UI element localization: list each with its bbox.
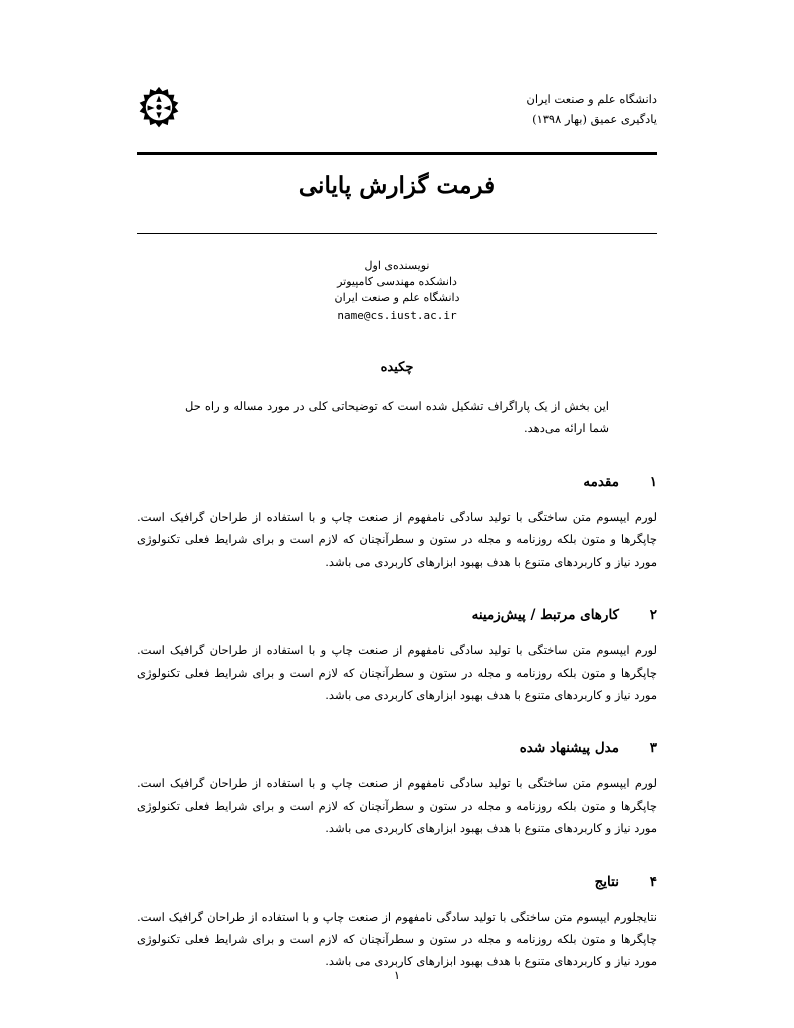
author-name: نویسنده‌ی اول <box>364 259 430 272</box>
section-heading <box>137 740 657 756</box>
section-results <box>137 874 657 973</box>
section-body: نتایجلورم ایپسوم متن ساختگی با تولید سادگی نامفهوم از صنعت چاپ و با استفاده از طراحان گرافیک است. چاپگرها و متون بلکه روزنامه و مجله در ستون و سطرآنچنان که لازم است و برای شرایط فعلی تکنولوژی مورد نیاز و کاربردهای متنوع با هدف بهبود ابزارهای کاربردی می باشد. <box>137 909 657 969</box>
section-title: مقدمه <box>583 473 619 490</box>
section-heading <box>137 607 657 623</box>
section-body: لورم ایپسوم متن ساختگی با تولید سادگی نامفهوم از صنعت چاپ و با استفاده از طراحان گرافیک است. چاپگرها و متون بلکه روزنامه و مجله در ستون و سطرآنچنان که لازم است و برای شرایط فعلی تکنولوژی مورد نیاز و کاربردهای متنوع با هدف بهبود ابزارهای کاربردی می باشد. <box>137 643 657 702</box>
section-body: لورم ایپسوم متن ساختگی با تولید سادگی نامفهوم از صنعت چاپ و با استفاده از طراحان گرافیک است. چاپگرها و متون بلکه روزنامه و مجله در ستون و سطرآنچنان که لازم است و برای شرایط فعلی تکنولوژی مورد نیاز و کاربردهای متنوع با هدف بهبود ابزارهای کاربردی می باشد. <box>137 509 657 569</box>
header-rule-thick <box>137 152 657 155</box>
section-title: کارهای مرتبط / پیش‌زمینه <box>471 607 619 624</box>
section-number: ۳ <box>649 740 657 757</box>
title-rule-thin <box>137 233 657 234</box>
section-title: مدل پیشنهاد شده <box>519 740 619 757</box>
section-heading <box>137 874 657 890</box>
abstract-body: این بخش از یک پاراگراف تشکیل شده است که توضیحاتی کلی در مورد مساله و راه حل شما ارائه می‌دهد. <box>185 399 609 436</box>
author-department: دانشکده مهندسی کامپیوتر <box>337 274 457 288</box>
header-course-line: یادگیری عمیق (بهار ۱۳۹۸) <box>532 112 657 127</box>
header-affiliation <box>195 86 657 129</box>
document-header <box>137 86 657 130</box>
section-proposed-model <box>137 740 657 839</box>
page-title: فرمت گزارش پایانی <box>298 172 496 199</box>
document-content <box>137 352 657 973</box>
section-number: ۴ <box>649 873 657 890</box>
section-number: ۲ <box>649 607 657 624</box>
author-block <box>137 258 657 324</box>
header-university-line: دانشگاه علم و صنعت ایران <box>526 92 657 106</box>
section-heading <box>137 474 657 490</box>
author-email[interactable]: name@cs.iust.ac.ir <box>337 308 457 322</box>
university-gear-logo-icon <box>137 86 181 130</box>
section-related-work <box>137 607 657 706</box>
abstract-heading: چکیده <box>380 360 414 375</box>
section-introduction <box>137 474 657 573</box>
author-university: دانشگاه علم و صنعت ایران <box>334 290 460 304</box>
page-number: ۱ <box>393 968 401 982</box>
section-body: لورم ایپسوم متن ساختگی با تولید سادگی نامفهوم از صنعت چاپ و با استفاده از طراحان گرافیک است. چاپگرها و متون بلکه روزنامه و مجله در ستون و سطرآنچنان که لازم است و برای شرایط فعلی تکنولوژی مورد نیاز و کاربردهای متنوع با هدف بهبود ابزارهای کاربردی می باشد. <box>137 776 657 836</box>
section-number: ۱ <box>649 473 657 490</box>
section-title: نتایج <box>594 873 619 890</box>
